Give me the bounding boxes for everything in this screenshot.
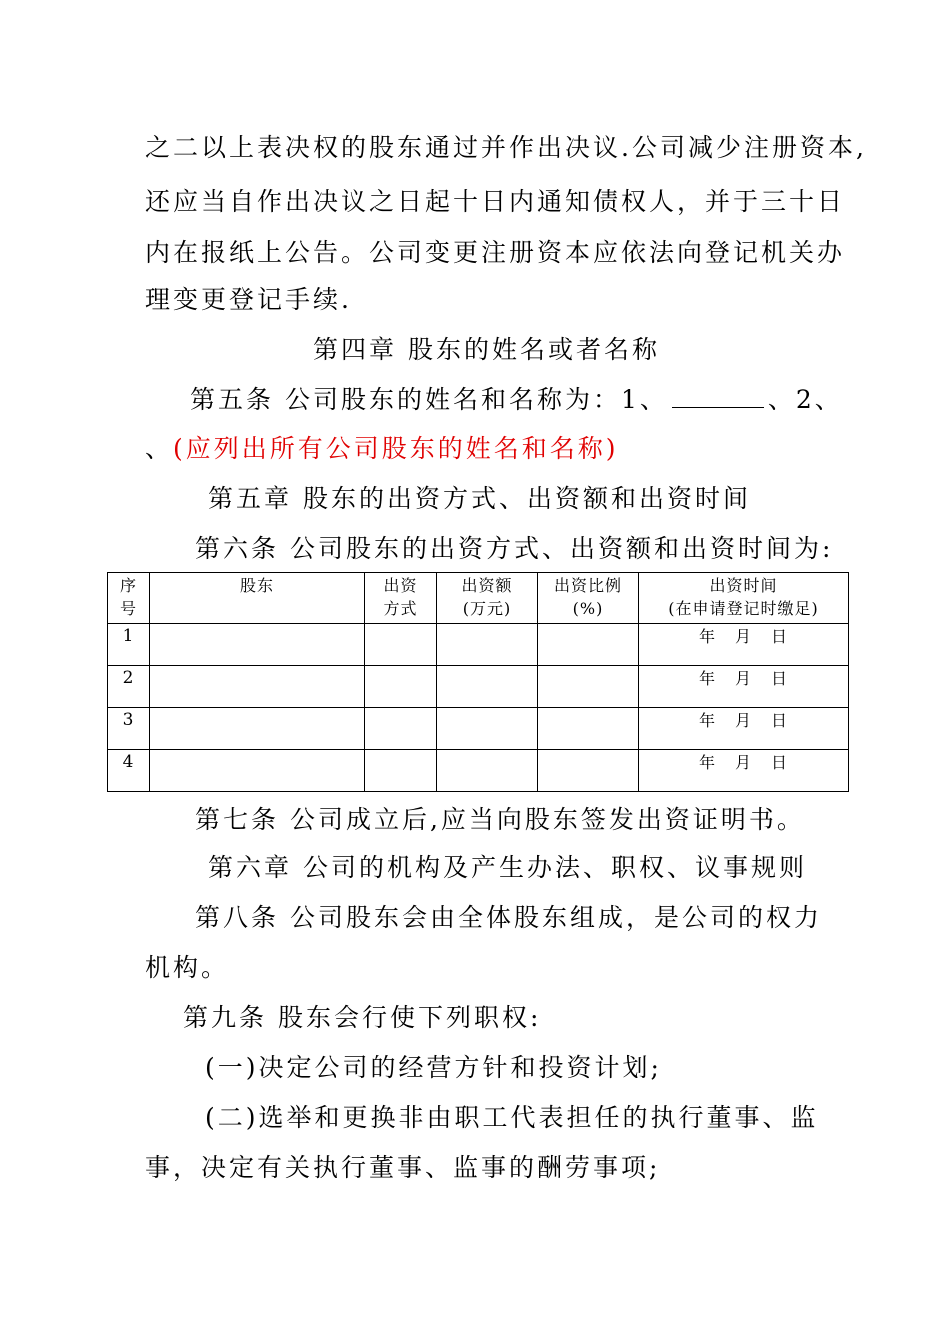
paragraph-line: 还应当自作出决议之日起十日内通知债权人，并于三十日 bbox=[145, 187, 846, 216]
row-number: 4 bbox=[108, 750, 150, 792]
chapter-heading: 第四章 股东的姓名或者名称 bbox=[313, 335, 660, 364]
ratio-cell bbox=[538, 666, 639, 708]
capital-contribution-table bbox=[107, 572, 849, 792]
table-header-row bbox=[108, 573, 849, 624]
article-5-mid: 、2、 bbox=[767, 385, 843, 414]
article-6: 第六条 公司股东的出资方式、出资额和出资时间为: bbox=[195, 534, 834, 563]
amount-cell bbox=[437, 750, 538, 792]
ratio-cell bbox=[538, 624, 639, 666]
article-5-note: (应列出所有公司股东的姓名和名称) bbox=[173, 434, 619, 463]
amount-cell bbox=[437, 708, 538, 750]
shareholder-cell bbox=[150, 666, 365, 708]
article-9-item: (一)决定公司的经营方针和投资计划; bbox=[205, 1053, 662, 1082]
paragraph-line: 之二以上表决权的股东通过并作出决议.公司减少注册资本, bbox=[145, 133, 867, 162]
header-amount: 出资额 (万元) bbox=[437, 573, 538, 624]
article-7: 第七条 公司成立后,应当向股东签发出资证明书。 bbox=[195, 805, 805, 834]
header-seq: 序 号 bbox=[108, 573, 150, 624]
method-cell bbox=[365, 624, 437, 666]
ratio-cell bbox=[538, 708, 639, 750]
header-time: 出资时间 (在申请登记时缴足) bbox=[639, 573, 849, 624]
table-row bbox=[108, 750, 849, 792]
date-cell: 年 月 日 bbox=[639, 750, 849, 792]
table-row bbox=[108, 708, 849, 750]
shareholder-cell bbox=[150, 624, 365, 666]
article-5-note-line bbox=[145, 434, 619, 464]
article-9-item: 事，决定有关执行董事、监事的酬劳事项; bbox=[145, 1153, 661, 1182]
article-9-title: 第九条 股东会行使下列职权: bbox=[183, 1003, 542, 1032]
method-cell bbox=[365, 708, 437, 750]
article-8-line: 第八条 公司股东会由全体股东组成，是公司的权力 bbox=[195, 903, 822, 932]
shareholder-cell bbox=[150, 750, 365, 792]
article-5 bbox=[190, 385, 843, 415]
table-row bbox=[108, 624, 849, 666]
header-method: 出资 方式 bbox=[365, 573, 437, 624]
date-cell: 年 月 日 bbox=[639, 666, 849, 708]
name-blank-field bbox=[672, 385, 764, 408]
shareholder-cell bbox=[150, 708, 365, 750]
chapter-heading: 第五章 股东的出资方式、出资额和出资时间 bbox=[208, 484, 751, 513]
amount-cell bbox=[437, 624, 538, 666]
method-cell bbox=[365, 666, 437, 708]
header-shareholder: 股东 bbox=[150, 573, 365, 624]
article-9-item: (二)选举和更换非由职工代表担任的执行董事、监 bbox=[205, 1103, 819, 1132]
article-8-line: 机构。 bbox=[145, 953, 230, 982]
date-cell: 年 月 日 bbox=[639, 708, 849, 750]
chapter-heading: 第六章 公司的机构及产生办法、职权、议事规则 bbox=[208, 853, 807, 882]
row-number: 1 bbox=[108, 624, 150, 666]
method-cell bbox=[365, 750, 437, 792]
amount-cell bbox=[437, 666, 538, 708]
table-row bbox=[108, 666, 849, 708]
row-number: 2 bbox=[108, 666, 150, 708]
article-5-lead: 、 bbox=[145, 434, 174, 463]
header-ratio: 出资比例 (%) bbox=[538, 573, 639, 624]
paragraph-line: 内在报纸上公告。公司变更注册资本应依法向登记机关办 bbox=[145, 238, 846, 267]
date-cell: 年 月 日 bbox=[639, 624, 849, 666]
paragraph-line: 理变更登记手续. bbox=[145, 285, 352, 314]
row-number: 3 bbox=[108, 708, 150, 750]
ratio-cell bbox=[538, 750, 639, 792]
article-5-label: 第五条 公司股东的姓名和名称为：1、 bbox=[190, 385, 668, 414]
